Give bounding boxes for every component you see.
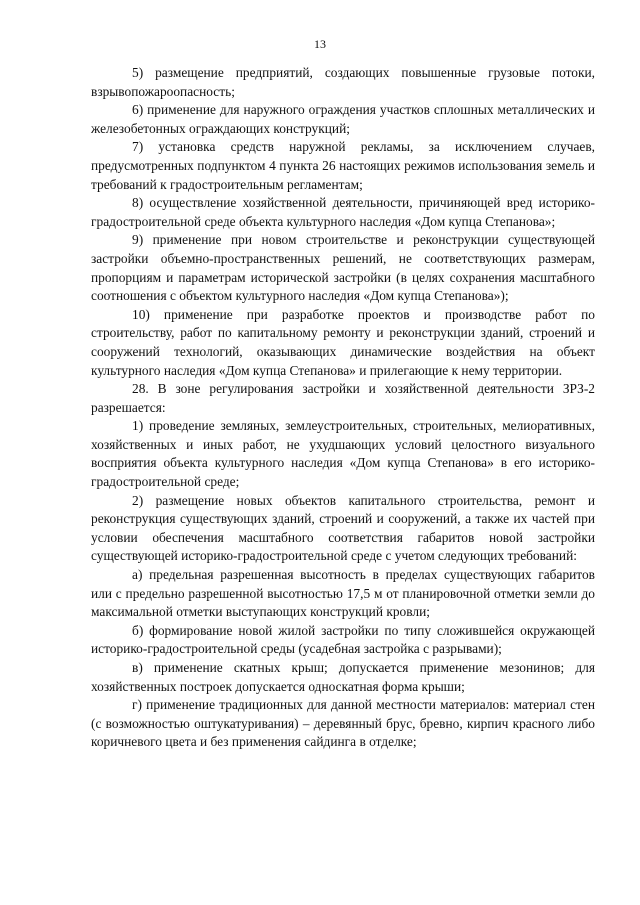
paragraph-item-9: 9) применение при новом строительстве и реконструкции существующей застройки объемно-пространственных решений, не соответствующих размерам, пропорциям и параметрам исторической застройки (в целях сохранения масштабного соотношения с объектом культурного наследия «Дом купца Степанова»); (91, 232, 595, 304)
paragraph-item-2: 2) размещение новых объектов капитального строительства, ремонт и реконструкция существующих зданий, строений и сооружений, а также их частей при условии обеспечения масштабного соответствия габаритов новой застройки существующей историко-градостроительной среде с учетом следующих требований: (91, 492, 595, 564)
subparagraph-v: в) применение скатных крыш; допускается применение мезонинов; для хозяйственных построек допускается односкатная форма крыши; (91, 660, 595, 694)
section-28-heading: 28. В зоне регулирования застройки и хозяйственной деятельности ЗРЗ-2 разрешается: (91, 381, 595, 415)
paragraph-item-5: 5) размещение предприятий, создающих повышенные грузовые потоки, взрывопожароопасность; (91, 65, 595, 99)
paragraph-item-1: 1) проведение земляных, землеустроительных, строительных, мелиоративных, хозяйственных и иных работ, не ухудшающих условий целостного визуального восприятия объекта культурного наследия «Дом купца Степанова» в его историко-градостроительной среде; (91, 418, 595, 490)
subparagraph-b: б) формирование новой жилой застройки по типу сложившейся окружающей историко-градостроительной среды (усадебная застройка с разрывами); (91, 622, 595, 657)
paragraph-item-6: 6) применение для наружного ограждения участков сплошных металлических и железобетонных ограждающих конструкций; (91, 102, 595, 136)
paragraph-item-7: 7) установка средств наружной рекламы, за исключением случаев, предусмотренных подпунктом 4 пункта 26 настоящих режимов использования земель и требований к градостроительным регламентам; (91, 139, 595, 192)
paragraph-item-8: 8) осуществление хозяйственной деятельности, причиняющей вред историко-градостроительной среде объекта культурного наследия «Дом купца Степанова»; (91, 195, 595, 229)
document-body (91, 64, 595, 752)
paragraph-item-10: 10) применение при разработке проектов и производстве работ по строительству, работ по капитальному ремонту и реконструкции зданий, строений и сооружений технологий, оказывающих динамические воздействия на объект культурного наследия «Дом купца Степанова» и прилегающие к нему территории. (91, 306, 595, 378)
subparagraph-g: г) применение традиционных для данной местности материалов: материал стен (с возможностью оштукатуривания) – деревянный брус, бревно, кирпич красного либо коричневого цвета и без применения сайдинга в отделке; (91, 697, 595, 750)
subparagraph-a: а) предельная разрешенная высотность в пределах существующих габаритов или с предельно разрешенной высотностью 17,5 м от планировочной отметки земли до максимальной отметки выступающих конструкций кровли; (91, 567, 595, 620)
page-number: 13 (314, 37, 326, 51)
